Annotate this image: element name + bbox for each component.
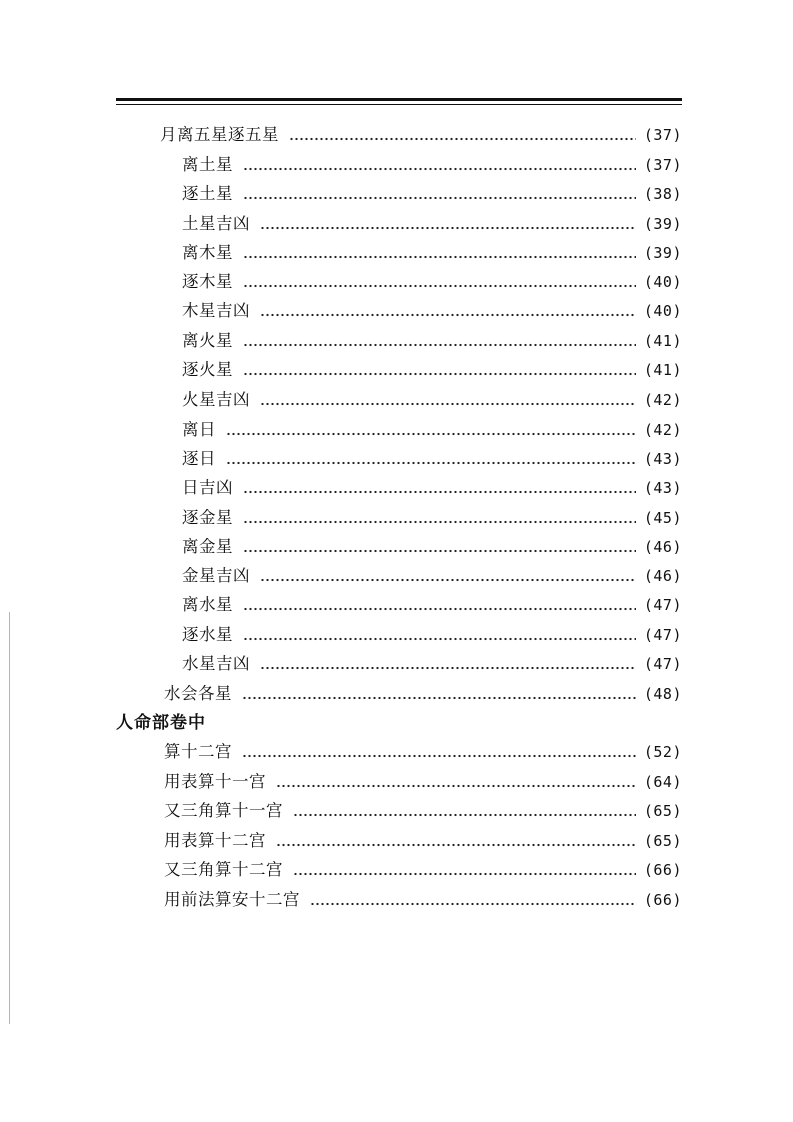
toc-entry[interactable]	[182, 476, 682, 500]
toc-entry[interactable]	[164, 770, 682, 794]
dot-leader	[243, 476, 636, 500]
toc-entry[interactable]	[182, 564, 682, 588]
toc-entry-title: 火星吉凶	[182, 390, 250, 409]
toc-entry-title: 土星吉凶	[182, 214, 250, 233]
toc-entry-title: 又三角算十一宫	[164, 801, 283, 820]
dot-leader	[310, 888, 636, 912]
toc-entry-title: 逐土星	[182, 184, 233, 203]
toc-entry-title: 又三角算十二宫	[164, 860, 283, 879]
toc-entry[interactable]	[182, 447, 682, 471]
header-rule-thick	[116, 98, 682, 101]
toc-entry-title: 离土星	[182, 155, 233, 174]
toc-entry[interactable]	[164, 858, 682, 882]
toc-entry-page: (47)	[643, 626, 682, 644]
dot-leader	[226, 418, 636, 442]
toc-entry-page: (37)	[643, 126, 682, 144]
dot-leader	[243, 153, 636, 177]
toc-entry-page: (39)	[643, 244, 682, 262]
toc-entry[interactable]	[182, 182, 682, 206]
toc-entry[interactable]	[160, 123, 682, 147]
dot-leader	[276, 770, 636, 794]
toc-entry-page: (42)	[643, 421, 682, 439]
toc-entry[interactable]	[182, 270, 682, 294]
dot-leader	[260, 652, 636, 676]
toc-entry-page: (65)	[643, 802, 682, 820]
dot-leader	[276, 829, 636, 853]
toc-entry-page: (43)	[643, 450, 682, 468]
toc-entry[interactable]	[182, 299, 682, 323]
toc-entry-title: 日吉凶	[182, 478, 233, 497]
dot-leader	[243, 535, 636, 559]
dot-leader	[242, 740, 636, 764]
dot-leader	[293, 858, 636, 882]
dot-leader	[260, 212, 636, 236]
toc-entry-title: 木星吉凶	[182, 301, 250, 320]
toc-entry[interactable]	[164, 829, 682, 853]
toc-entry[interactable]	[182, 241, 682, 265]
toc-entry-title: 离水星	[182, 595, 233, 614]
dot-leader	[243, 182, 636, 206]
dot-leader	[243, 506, 636, 530]
toc-entry[interactable]	[164, 799, 682, 823]
toc-entry-title: 离木星	[182, 243, 233, 262]
toc-entry-title: 逐火星	[182, 360, 233, 379]
scan-margin-line	[9, 612, 10, 1024]
toc-entry-page: (40)	[643, 302, 682, 320]
toc-entry-title: 离金星	[182, 537, 233, 556]
dot-leader	[243, 593, 636, 617]
toc-entry-title: 月离五星逐五星	[160, 125, 279, 144]
toc-entry-title: 逐木星	[182, 272, 233, 291]
header-rule-thin	[116, 104, 682, 105]
toc-entry-page: (46)	[643, 567, 682, 585]
toc-entry-title: 用前法算安十二宫	[164, 890, 300, 909]
toc-entry-title: 逐金星	[182, 508, 233, 527]
toc-entry-page: (66)	[643, 891, 682, 909]
toc-entry-page: (39)	[643, 215, 682, 233]
toc-entry-page: (66)	[643, 861, 682, 879]
dot-leader	[293, 799, 636, 823]
toc-entry-page: (41)	[643, 361, 682, 379]
dot-leader	[226, 447, 636, 471]
toc-entry[interactable]	[182, 593, 682, 617]
dot-leader	[260, 564, 636, 588]
dot-leader	[243, 623, 636, 647]
dot-leader	[242, 682, 636, 706]
toc-entry-page: (38)	[643, 185, 682, 203]
toc-entry-page: (37)	[643, 156, 682, 174]
toc-entry-page: (42)	[643, 391, 682, 409]
dot-leader	[243, 329, 636, 353]
toc-entry-title: 水星吉凶	[182, 654, 250, 673]
toc-entry-page: (47)	[643, 655, 682, 673]
toc-entry-title: 用表算十一宫	[164, 772, 266, 791]
toc-entry-page: (41)	[643, 332, 682, 350]
toc-entry-title: 金星吉凶	[182, 566, 250, 585]
toc-entry-page: (48)	[643, 685, 682, 703]
toc-entry-page: (65)	[643, 832, 682, 850]
toc-entry[interactable]	[182, 388, 682, 412]
toc-entry-page: (52)	[643, 743, 682, 761]
toc-entry[interactable]	[164, 740, 682, 764]
toc-entry[interactable]	[164, 682, 682, 706]
toc-entry-title: 逐日	[182, 449, 216, 468]
dot-leader	[243, 270, 636, 294]
toc-entry[interactable]	[182, 623, 682, 647]
toc-entry-page: (46)	[643, 538, 682, 556]
toc-entry-title: 逐水星	[182, 625, 233, 644]
toc-entry[interactable]	[182, 358, 682, 382]
dot-leader	[260, 388, 636, 412]
toc-entry[interactable]	[182, 535, 682, 559]
toc-entry-page: (45)	[643, 509, 682, 527]
toc-entry-title: 离火星	[182, 331, 233, 350]
section-heading: 人命部卷中	[116, 713, 206, 733]
dot-leader	[243, 241, 636, 265]
toc-entry[interactable]	[182, 153, 682, 177]
toc-entry-title: 用表算十二宫	[164, 831, 266, 850]
toc-entry[interactable]	[164, 888, 682, 912]
toc-entry-page: (47)	[643, 596, 682, 614]
dot-leader	[260, 299, 636, 323]
toc-entry[interactable]	[182, 212, 682, 236]
dot-leader	[243, 358, 636, 382]
toc-entry[interactable]	[182, 652, 682, 676]
toc-entry[interactable]	[182, 418, 682, 442]
toc-entry-title: 水会各星	[164, 684, 232, 703]
toc-entry-page: (43)	[643, 479, 682, 497]
toc-entry[interactable]	[182, 329, 682, 353]
toc-entry-page: (64)	[643, 773, 682, 791]
toc-entry[interactable]	[182, 506, 682, 530]
dot-leader	[289, 123, 636, 147]
toc-entry-title: 离日	[182, 420, 216, 439]
toc-entry-title: 算十二宫	[164, 742, 232, 761]
toc-entry-page: (40)	[643, 273, 682, 291]
